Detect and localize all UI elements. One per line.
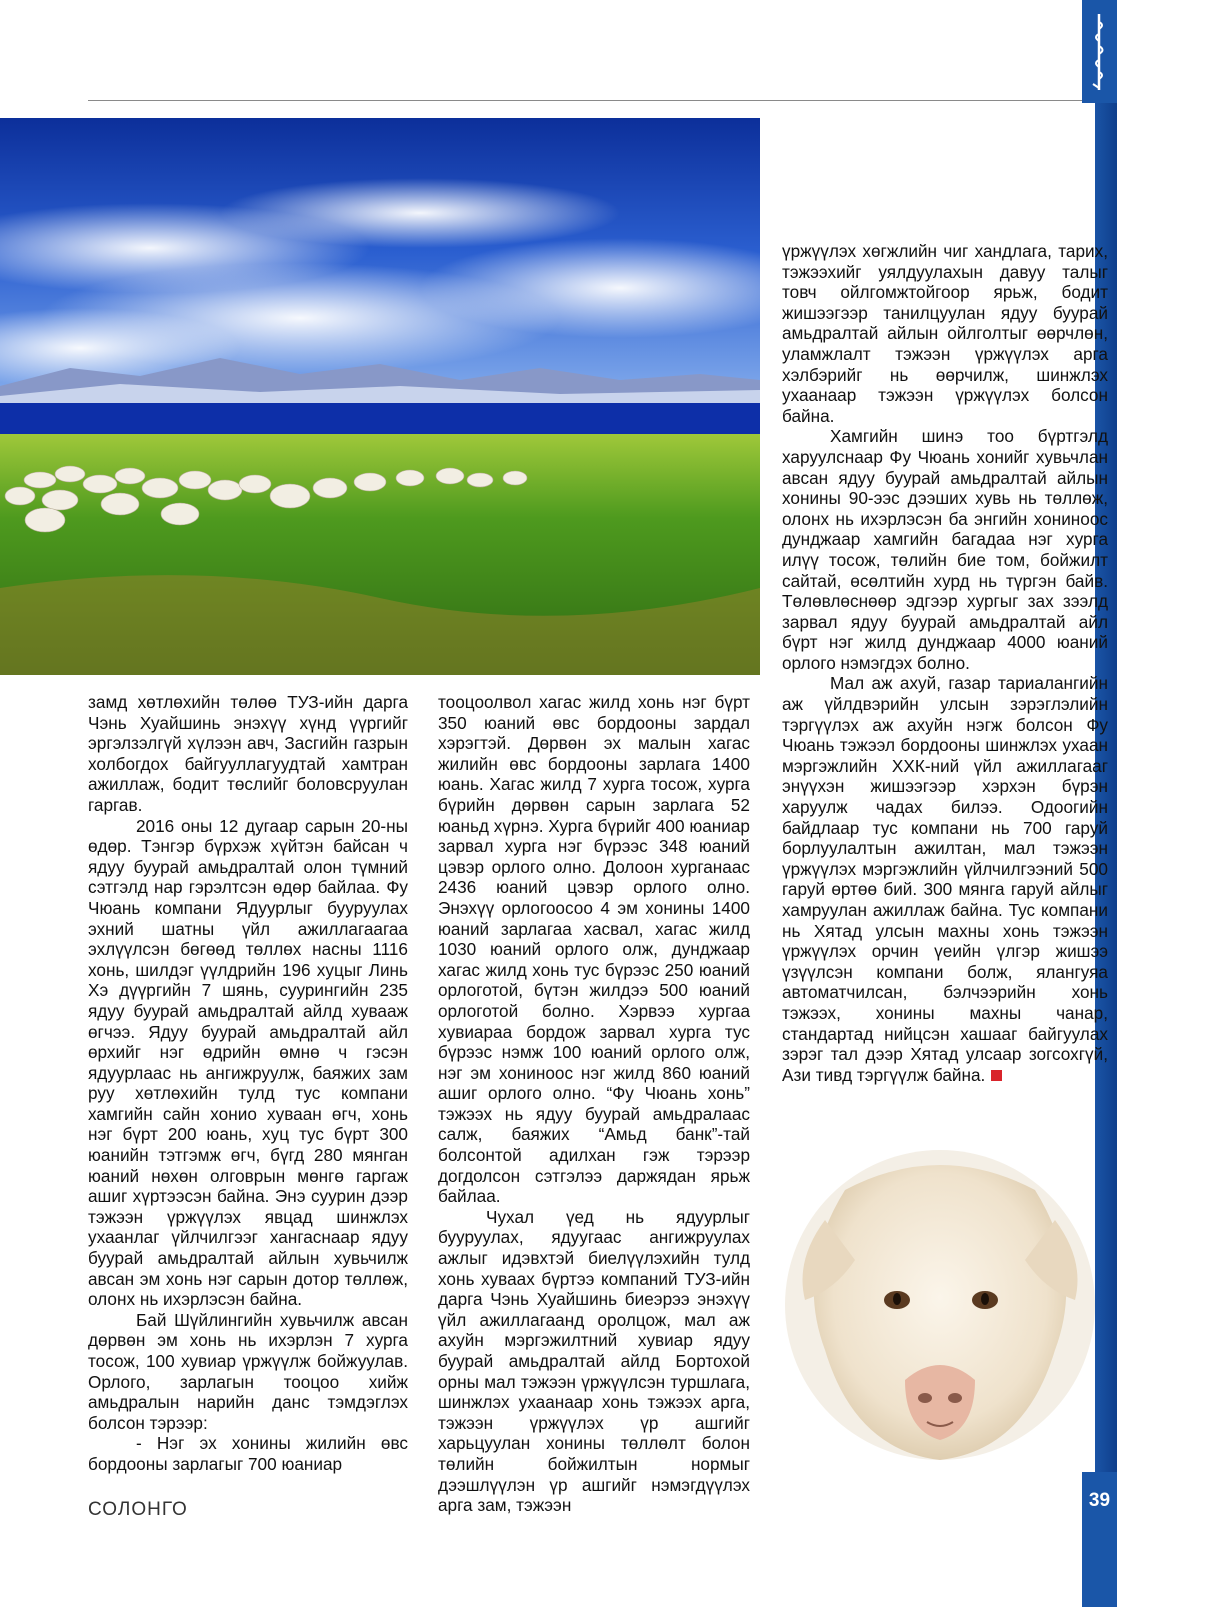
paragraph: үржүүлэх хөгжлийн чиг хандлага, тарих, тэжээхийг уялдуулахын давуу талыг товч ойлгомжтойгоор ярьж, бодит жишээгээр танилцуулан ядуу буурай амьдралтай айлын ойлголтыг өөрчлөн, уламжлалт тэжээн үржүүлэх арга хэлбэрийг нь өөрчилж, шинжлэх ухаанаар тэжээн үржүүлэх болсон байна.	[782, 241, 1108, 426]
paragraph: - Нэг эх хонины жилийн өвс бордооны зарлагыг 700 юаниар	[88, 1433, 408, 1474]
paragraph-final	[782, 673, 1108, 1085]
article-column-3	[782, 241, 1108, 1085]
paragraph: Бай Шүйлингийн хувьчилж авсан дөрвөн эм хонь нь ихэрлэн 7 хурга тосож, 100 хувиар үржүүлж бойжуулав. Орлого, зарлагын тооцоо хийж амьдралын нарийн данс тэмдэглэх болсон тэрээр:	[88, 1309, 408, 1433]
paragraph: 2016 оны 12 дугаар сарын 20-ны өдөр. Тэнгэр бүрхэж хүйтэн байсан ч ядуу буурай амьдралтай олон түмний сэтгэлд нар гэрэлтсэн өдөр байлаа. Фу Чюань компани Ядуурлыг бууруулах эхний шатны үйл ажиллагаагаа эхлүүлсэн бөгөөд төллөх насны 1116 хонь, шилдэг үүлдрийн 196 хуцыг Линь Хэ дүүргийн 7 шянь, суурингийн 235 ядуу буурай амьдралтай айлд хувааж өгчээ. Ядуу буурай амьдралтай айл өрхийг нэг өдрийн өмнө ч гэсэн ядуурлаас нь ангижруулж, баяжих зам руу хөтлөхийн тулд тус компани хамгийн сайн хонио хуваан өгч, хонь нэг бүрт 200 юань, хуц тус бүрт 300 юанийн тэтгэмж өгч, бүгд 280 мянган юаний нөхөн олговрын мөнгө гаргаж ашиг хүртээсэн байна. Энэ суурин дээр тэжээн үржүүлэх явцад шинжлэх ухаанлаг үйлчилгээг хангаснаар ядуу буурай амьдралтай айлын хувьчилж авсан эм хонь нэг сарын дотор төллөж, олонх нь ихэрлэсэн байна.	[88, 815, 408, 1310]
paragraph: замд хөтлөхийн төлөө ТУЗ-ийн дарга Чэнь Хуайшинь энэхүү хүнд үүргийг эргэлзэлгүй хүлээн авч, Засгийн газрын холбогдох байгууллагуудтай хамтран ажиллаж, бодит төслийг боловсруулан гаргав.	[88, 692, 408, 815]
article-column-2	[438, 692, 750, 1516]
paragraph: Чухал үед нь ядуурлыг бууруулах, ядуугаас ангижруулах ажлыг идэвхтэй биелүүлэхийн тулд хонь хуваах бүртээ компаний ТУЗ-ийн дарга Чэнь Хуайшинь биеэрээ энэхүү үйл ажиллагаанд оролцож, мал аж ахуйн мэргэжилтний хувиар ядуу буурай амьдралтай айлд Бортохой орны мал тэжээн үржүүлсэн туршлага, шинжлэх ухаанаар хонь тэжээх арга, тэжээн үржүүлэх үр ашгийг харьцуулан хонины төллөлт болон төлийн бойжилтын нормыг дээшлүүлэн үр ашгийг нэмэгдүүлэх арга зам, тэжээн	[438, 1206, 750, 1516]
end-of-article-mark	[991, 1070, 1002, 1081]
mongolian-script-logo	[1086, 12, 1112, 92]
goat-portrait-photo	[785, 1150, 1095, 1460]
landscape-sheep-photo	[0, 118, 760, 675]
paragraph: Хамгийн шинэ тоо бүртгэлд харуулснаар Фу Чюань хонийг хувьчлан авсан ядуу буурай амьдралтай айлын хонины 90-ээс дээших хувь нь төллөж, олонх нь ихэрлэсэн ба энгийн хониноос дунджаар хамгийн багадаа нэг хурга илүү тосож, төлийн бие том, бойжилт сайтай, өсөлтийн хурд нь түргэн байв. Төлөвлөснөөр эдгээр хургыг зах зээлд зарвал ядуу буурай амьдралтай айл бүрт нэг жилд дунджаар 4000 юаний орлого нэмэгдэх болно.	[782, 426, 1108, 673]
magazine-name: СОЛОНГО	[88, 1499, 188, 1520]
page-number: 39	[1088, 1490, 1111, 1511]
article-column-1	[88, 692, 408, 1475]
paragraph: тооцоолвол хагас жилд хонь нэг бүрт 350 юаний өвс бордооны зардал хэрэгтэй. Дөрвөн эх малын хагас жилийн өвс бордооны зарлага 1400 юань. Хагас жилд 7 хурга тосож, хурга бүрийн дөрвөн сарын зарлага 52 юаньд хүрнэ. Хурга бүрийг 400 юаниар зарвал хурга нэг бүрээс 348 юаний цэвэр орлого олно. Долоон хурганаас 2436 юаний цэвэр орлого олно. Энэхүү орлогоосоо 4 эм хонины 1400 юаний зарлагаа хасвал, хагас жилд 1030 юаний орлого олж, дунджаар хагас жилд хонь тус бүрээс 250 юаний орлоготой, бүтэн жилдээ 500 юаний орлоготой болно. Хэрвээ хургаа хувиараа бордож зарвал хурга тус бүрээс нэмж 100 юаний орлого олж, нэг эм хониноос нэг жилд 860 юаний ашиг орлого олно. “Фу Чюань хонь” тэжээх нь ядуу буурай амьдралаас салж, баяжих “Амьд банк”-тай болсонтой адилхан гэж тэрээр догдолсон сэтгэлээ даржядан ярьж байлаа.	[438, 692, 750, 1207]
header-rule	[88, 100, 1100, 101]
paragraph-text: Мал аж ахуй, газар тариалангийн аж үйлдвэрийн улсын зэрэглэлийн тэргүүлэх аж ахуйн нэгж болсон Фу Чюань тэжээл бордооны шинжлэх ухаан мэргэжлийн ХХК-ний үйл ажиллагааг энүүхэн жишээгээр хэрхэн бүрэн харуулж чадах билээ. Одоогийн байдлаар тус компани нь 700 гаруй борлуулалтын ажилтан, мал тэжээн үржүүлэх мэргэжлийн үйлчилгээний 500 гаруй өртөө бий. 300 мянга гаруй айлыг хамруулан ажиллаж байна. Тус компани нь Хятад улсын махны хонь тэжээн үржүүлэх орчин үеийн үлгэр жишээ үзүүлсэн компани болж, ялангуяа автоматчилсан, бэлчээрийн хонь тэжээх, хонины махны чанар, стандартад нийцсэн хашааг байгуулах зэрэг тал дээр Хятад улсаар зогсохгүй, Ази тивд тэргүүлж байна.	[782, 673, 1108, 1085]
